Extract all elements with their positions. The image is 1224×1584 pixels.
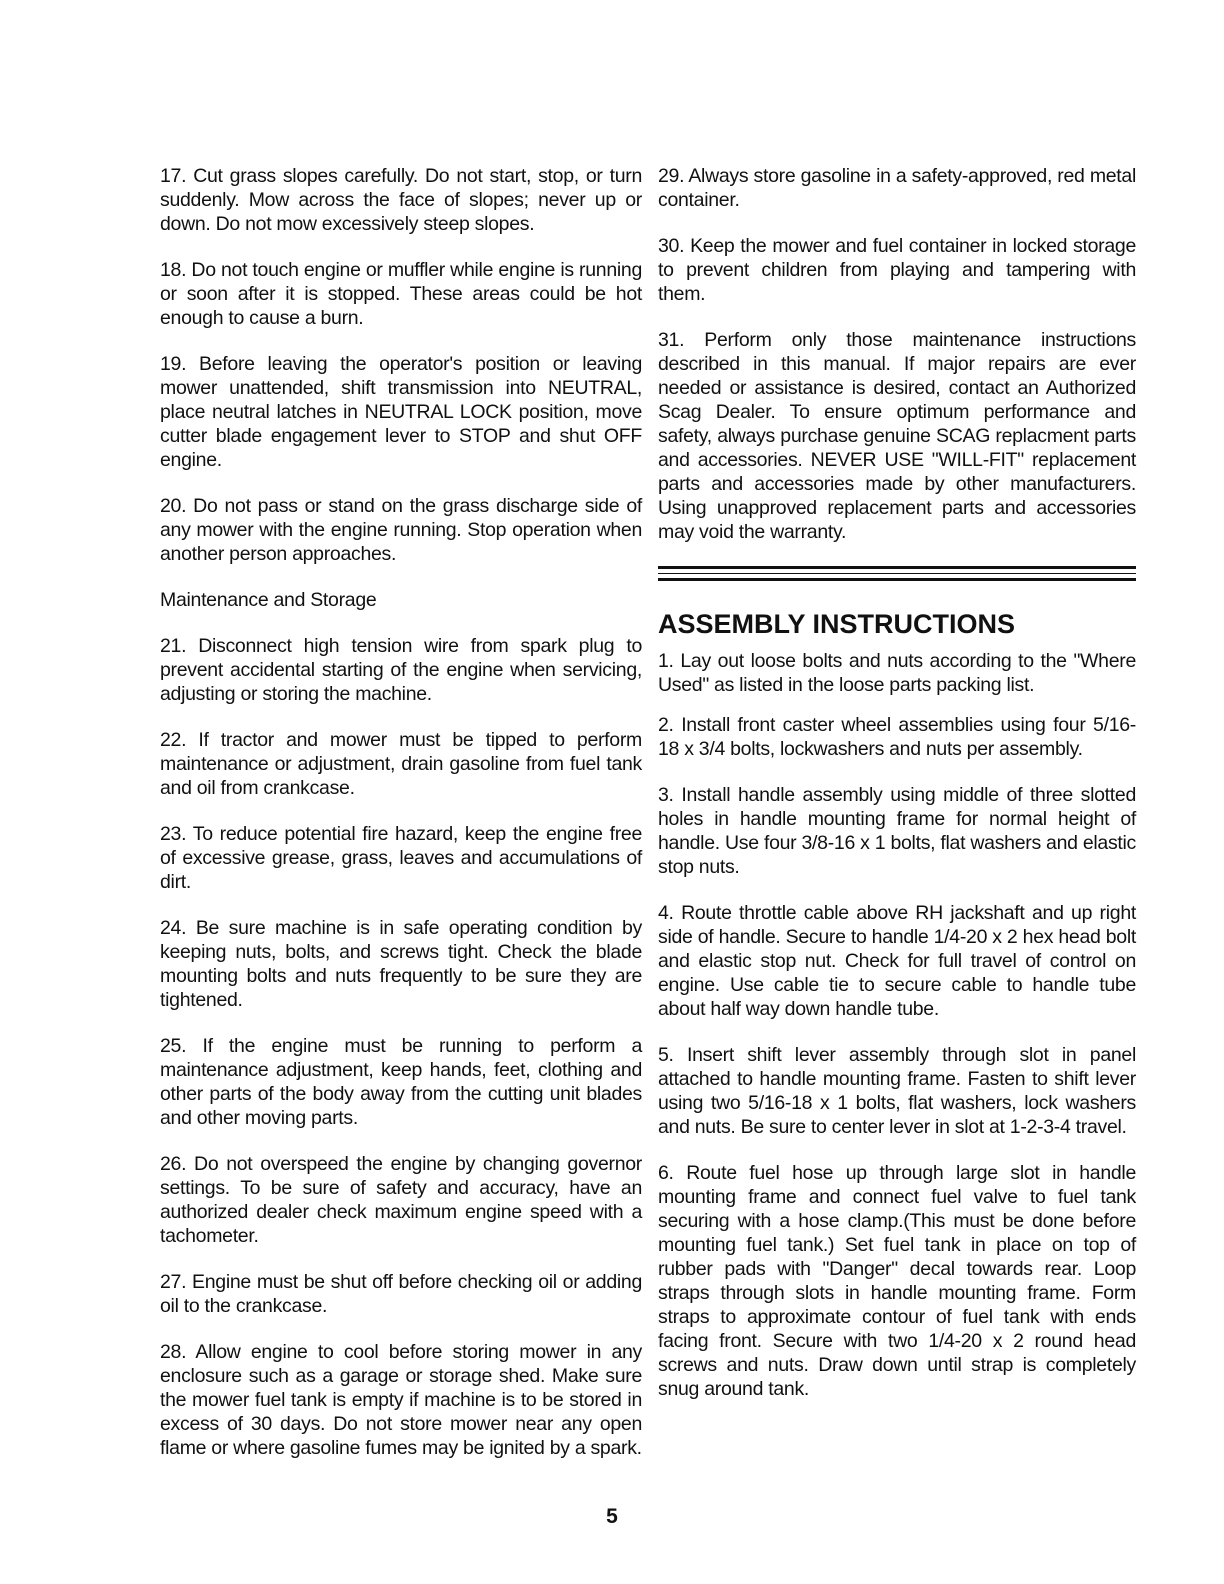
safety-item-26: 26. Do not overspeed the engine by changing governor settings. To be sure of safety and accuracy, have an authorized dealer check maximum engine speed with a tachometer. xyxy=(160,1153,642,1247)
safety-item-20: 20. Do not pass or stand on the grass discharge side of any mower with the engine running. Stop operation when another person approaches. xyxy=(160,495,642,565)
assembly-step-1: 1. Lay out loose bolts and nuts according to the "Where Used" as listed in the loose parts packing list. xyxy=(658,650,1136,696)
assembly-step-2: 2. Install front caster wheel assemblies using four 5/16-18 x 3/4 bolts, lockwashers and nuts per assembly. xyxy=(658,714,1136,760)
safety-item-27: 27. Engine must be shut off before checking oil or adding oil to the crankcase. xyxy=(160,1271,642,1317)
safety-item-30: 30. Keep the mower and fuel container in locked storage to prevent children from playing and tampering with them. xyxy=(658,235,1136,305)
assembly-step-4: 4. Route throttle cable above RH jackshaft and up right side of handle. Secure to handle 1/4-20 x 2 hex head bolt and elastic stop nut. Check for full travel of control on engine. Use cable tie to secure cable to handle tube about half way down handle tube. xyxy=(658,902,1136,1020)
maintenance-storage-subheading: Maintenance and Storage xyxy=(160,589,377,611)
assembly-step-5: 5. Insert shift lever assembly through slot in panel attached to handle mounting frame. Fasten to shift lever using two 5/16-18 x 1 bolts, flat washers, lock washers and nuts. Be sure to center lever in slot at 1-2-3-4 travel. xyxy=(658,1044,1136,1138)
assembly-heading: ASSEMBLY INSTRUCTIONS xyxy=(658,609,1016,639)
safety-item-19: 19. Before leaving the operator's position or leaving mower unattended, shift transmission into NEUTRAL, place neutral latches in NEUTRAL LOCK position, move cutter blade engagement lever to STOP and shut OFF engine. xyxy=(160,353,642,471)
safety-item-22: 22. If tractor and mower must be tipped to perform maintenance or adjustment, drain gasoline from fuel tank and oil from crankcase. xyxy=(160,729,642,799)
page-number: 5 xyxy=(606,1505,618,1528)
safety-item-18: 18. Do not touch engine or muffler while engine is running or soon after it is stopped. These areas could be hot enough to cause a burn. xyxy=(160,259,642,329)
safety-item-24: 24. Be sure machine is in safe operating condition by keeping nuts, bolts, and screws tight. Check the blade mounting bolts and nuts frequently to be sure they are tightened. xyxy=(160,917,642,1011)
safety-item-17: 17. Cut grass slopes carefully. Do not start, stop, or turn suddenly. Mow across the face of slopes; never up or down. Do not mow excessively steep slopes. xyxy=(160,165,642,235)
safety-item-25: 25. If the engine must be running to perform a maintenance adjustment, keep hands, feet, clothing and other parts of the body away from the cutting unit blades and other moving parts. xyxy=(160,1035,642,1129)
safety-item-28: 28. Allow engine to cool before storing mower in any enclosure such as a garage or storage shed. Make sure the mower fuel tank is empty if machine is to be stored in excess of 30 days. Do not store mower near any open flame or where gasoline fumes may be ignited by a spark. xyxy=(160,1341,642,1459)
safety-item-31: 31. Perform only those maintenance instructions described in this manual. If major repairs are ever needed or assistance is desired, contact an Authorized Scag Dealer. To ensure optimum performance and safety, always purchase genuine SCAG replacment parts and accessories. NEVER USE "WILL-FIT" replacement parts and accessories made by other manufacturers. Using unapproved replacement parts and accessories may void the warranty. xyxy=(658,329,1136,543)
left-column xyxy=(160,164,642,1482)
right-column xyxy=(658,164,1136,1423)
safety-item-29: 29. Always store gasoline in a safety-approved, red metal container. xyxy=(658,165,1136,211)
safety-item-21: 21. Disconnect high tension wire from spark plug to prevent accidental starting of the engine when servicing, adjusting or storing the machine. xyxy=(160,635,642,705)
assembly-step-6: 6. Route fuel hose up through large slot in handle mounting frame and connect fuel valve to fuel tank securing with a hose clamp.(This must be done before mounting fuel tank.) Set fuel tank in place on top of rubber pads with "Danger" decal towards rear. Loop straps through slots in handle mounting frame. Form straps to approximate contour of fuel tank with ends facing front. Secure with two 1/4-20 x 2 round head screws and nuts. Draw down until strap is completely snug around tank. xyxy=(658,1162,1136,1400)
assembly-step-3: 3. Install handle assembly using middle of three slotted holes in handle mounting frame for normal height of handle. Use four 3/8-16 x 1 bolts, flat washers and elastic stop nuts. xyxy=(658,784,1136,878)
safety-item-23: 23. To reduce potential fire hazard, keep the engine free of excessive grease, grass, leaves and accumulations of dirt. xyxy=(160,823,642,893)
section-divider xyxy=(658,566,1136,581)
